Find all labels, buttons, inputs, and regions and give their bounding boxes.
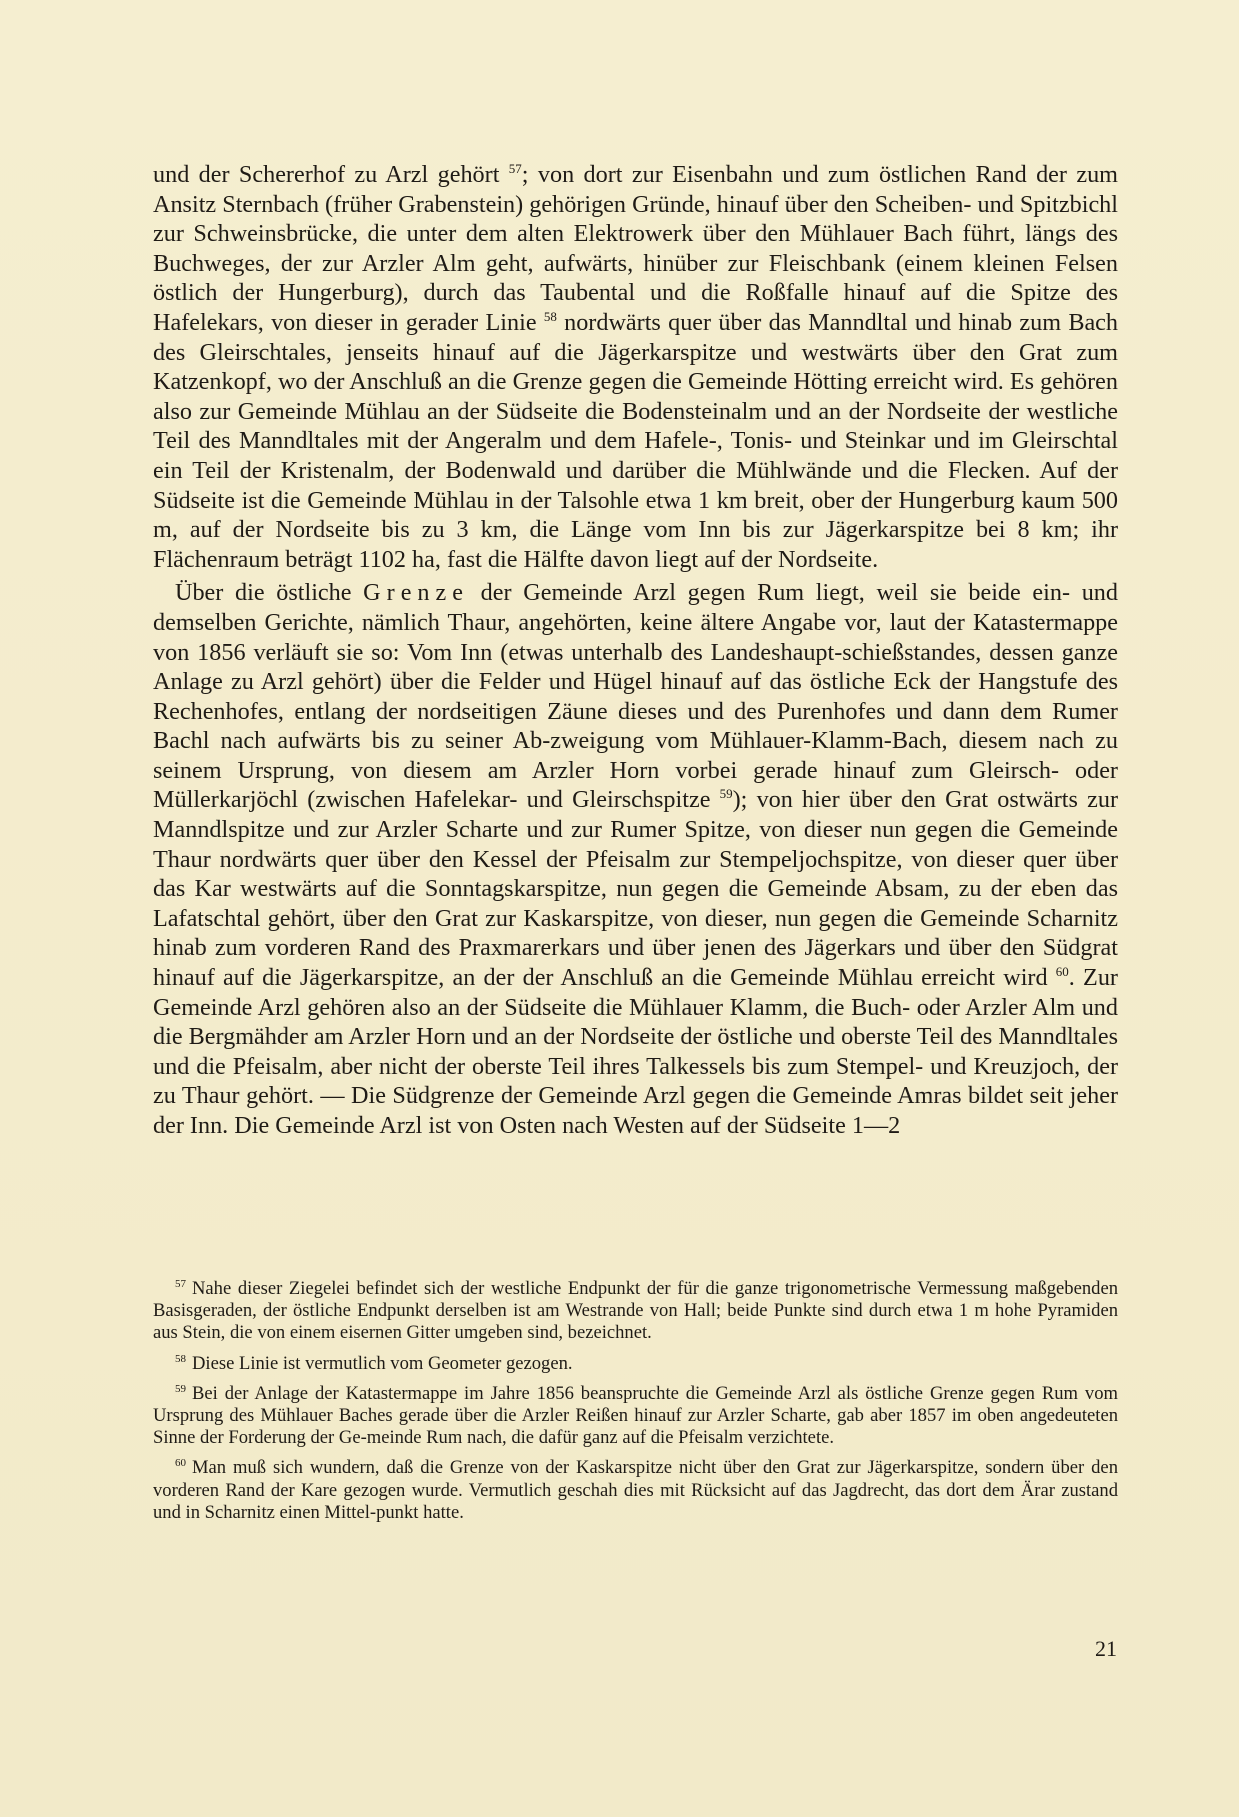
- footnote-59: $^{59}$ Bei der Anlage der Katastermappe im Jahre 1856 beanspruchte die Gemeinde Arzl als östliche Grenze gegen Rum vom Ursprung des Mühlauer Baches gerade über die Arzler Reißen hinauf zur Arzler Scharte, gab aber 1857 im oben angedeuteten Sinne der Forderung der Ge-meinde Rum nach, die dafür ganz auf die Pfeisalm verzichtete.: [153, 1382, 1118, 1449]
- spaced-word: Grenze: [363, 579, 469, 607]
- footnote-57: $^{57}$ Nahe dieser Ziegelei befindet sich der westliche Endpunkt der für die ganze trigonometrische Vermessung maßgebenden Basisgeraden, der östliche Endpunkt derselben ist am Westrande von Hall; beide Punkte sind durch etwa 1 m hohe Pyramiden aus Stein, die von einem eisernen Gitter umgeben sind, bezeichnet.: [153, 1278, 1118, 1344]
- footnote-ref-59: 59: [719, 786, 733, 802]
- footnotes: [153, 1278, 1118, 1532]
- footnote-58: $^{58}$ Diese Linie ist vermutlich vom Geometer gezogen.: [175, 1352, 573, 1374]
- main-text: [153, 160, 1118, 1141]
- footnote-ref-60: 60: [1055, 964, 1069, 980]
- footnote-60: $^{60}$ Man muß sich wundern, daß die Grenze von der Kaskarspitze nicht über den Grat zur Jägerkarspitze, sondern über den vorderen Rand der Kare gezogen wurde. Vermutlich geschah dies mit Rücksicht auf das Jagdrecht, das dort dem Ärar zustand und in Scharnitz einen Mittel-punkt hatte.: [153, 1457, 1118, 1523]
- paragraph-2: Über die östliche Grenze der Gemeinde Arzl gegen Rum liegt, weil sie beide ein- und demselben Gerichte, nämlich Thaur, angehörten, keine ältere Angabe vor, laut der Katastermappe von 1856 verläuft sie so: Vom Inn (etwas unterhalb des Landeshaupt-schießstandes, dessen ganze Anlage zu Arzl gehört) über die Felder und Hügel hinauf auf das östliche Eck der Hangstufe des Rechenhofes, entlang der nordseitigen Zäune dieses und des Purenhofes und dann dem Rumer Bachl nach aufwärts bis zu seiner Ab-zweigung vom Mühlauer-Klamm-Bach, diesem nach zu seinem Ursprung, von diesem am Arzler Horn vorbei gerade hinauf zum Gleirsch- oder Müllerkarjöchl (zwischen Hafelekar- und Gleirschspitze $^{59}$); von hier über den Grat ostwärts zur Manndlspitze und zur Arzler Scharte und zur Rumer Spitze, von dieser nun gegen die Gemeinde Thaur nordwärts quer über den Kessel der Pfeisalm zur Stempeljochspitze, von dieser quer über das Kar westwärts auf die Sonntagskarspitze, nun gegen die Gemeinde Absam, zu der eben das Lafatschtal gehört, über den Grat zur Kaskarspitze, von dieser, nun gegen die Gemeinde Scharnitz hinab zum vorderen Rand des Praxmarerkars und über jenen des Jägerkars und über den Südgrat hinauf auf die Jägerkarspitze, an der der Anschluß an die Gemeinde Mühlau erreicht wird $^{60}$. Zur Gemeinde Arzl gehören also an der Südseite die Mühlauer Klamm, die Buch- oder Arzler Alm und die Bergmähder am Arzler Horn und an der Nordseite der östliche und oberste Teil des Manndltales und die Pfeisalm, aber nicht der oberste Teil ihres Talkessels bis zum Stempel- und Kreuzjoch, der zu Thaur gehört. — Die Südgrenze der Gemeinde Arzl gegen die Gemeinde Amras bildet seit jeher der Inn. Die Gemeinde Arzl ist von Osten nach Westen auf der Südseite 1—2: [153, 579, 1118, 1139]
- footnote-ref-58: 58: [543, 308, 557, 324]
- footnote-ref-57: 57: [508, 161, 522, 176]
- paragraph-1: und der Schererhof zu Arzl gehört $^{57}$; von dort zur Eisenbahn und zum östlichen Rand der zum Ansitz Sternbach (früher Grabenstein) gehörigen Gründe, hinauf über den Scheiben- und Spitzbichl zur Schweinsbrücke, die unter dem alten Elektrowerk über den Mühlauer Bach führt, längs des Buchweges, der zur Arzler Alm geht, aufwärts, hinüber zur Fleischbank (einem kleinen Felsen östlich der Hungerburg), durch das Taubental und die Roßfalle hinauf auf die Spitze des Hafelekars, von dieser in gerader Linie $^{58}$ nordwärts quer über das Manndltal und hinab zum Bach des Gleirschtales, jenseits hinauf auf die Jägerkarspitze und westwärts über den Grat zum Katzenkopf, wo der Anschluß an die Grenze gegen die Gemeinde Hötting erreicht wird. Es gehören also zur Gemeinde Mühlau an der Südseite die Bodensteinalm und an der Nordseite der westliche Teil des Manndltales mit der Angeralm und dem Hafele-, Tonis- und Steinkar und im Gleirschtal ein Teil der Kristenalm, der Bodenwald und darüber die Mühlwände und die Flecken. Auf der Südseite ist die Gemeinde Mühlau in der Talsohle etwa 1 km breit, ober der Hungerburg kaum 500 m, auf der Nordseite bis zu 3 km, die Länge vom Inn bis zur Jägerkarspitze bei 8 km; ihr Flächenraum beträgt 1102 ha, fast die Hälfte davon liegt auf der Nordseite.: [153, 161, 1119, 573]
- page-number: 21: [1095, 1636, 1117, 1661]
